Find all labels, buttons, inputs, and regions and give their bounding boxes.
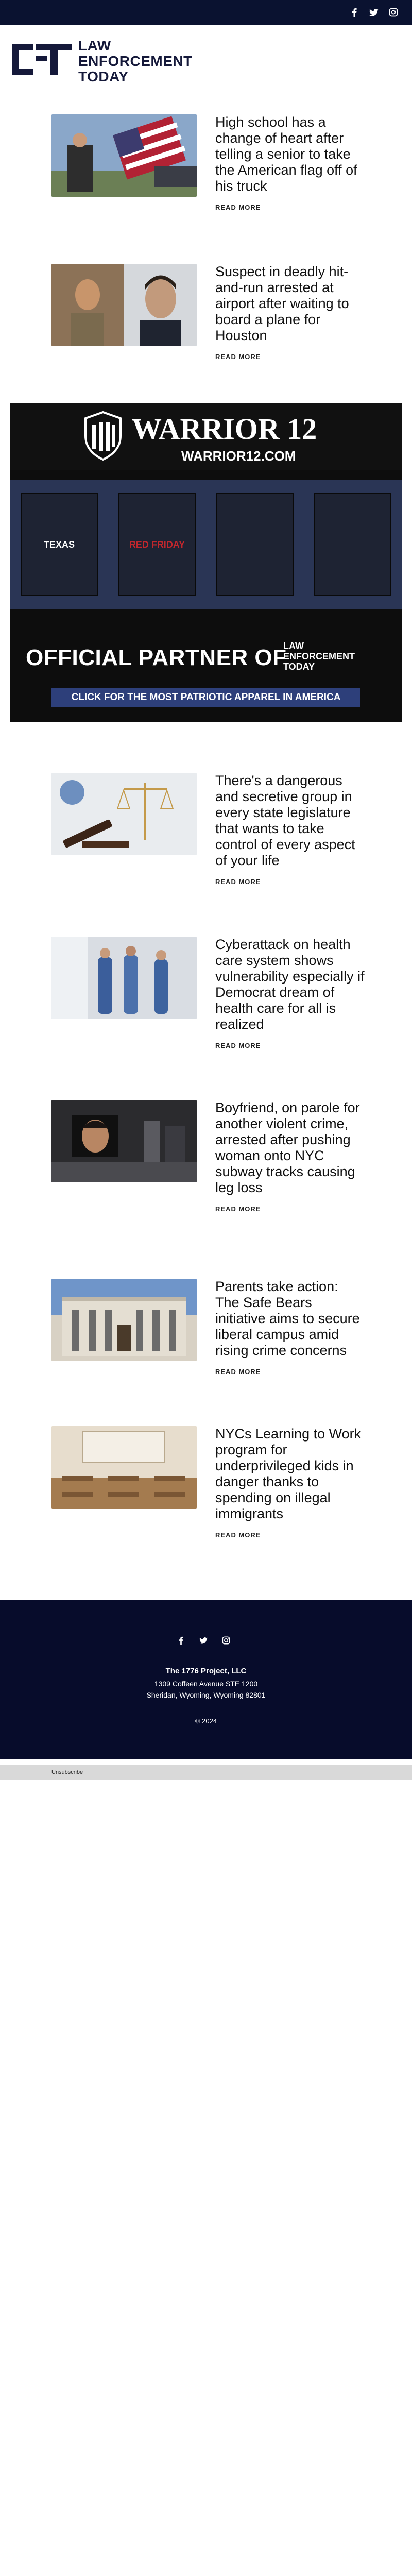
article-item xyxy=(52,114,360,233)
site-logo[interactable] xyxy=(12,38,193,84)
ad-url[interactable]: WARRIOR12.COM xyxy=(181,448,296,464)
shirt-image xyxy=(216,493,294,596)
twitter-icon[interactable] xyxy=(199,1636,208,1645)
read-more-link[interactable]: READ MORE xyxy=(215,1368,261,1376)
read-more-link[interactable]: READ MORE xyxy=(215,1042,261,1049)
twitter-icon[interactable] xyxy=(369,7,379,18)
footer-social-links xyxy=(176,1636,231,1645)
warrior12-advertisement[interactable] xyxy=(10,403,402,722)
article-item xyxy=(52,773,360,891)
instagram-icon[interactable] xyxy=(388,7,399,18)
ad-partner-logo-line-1: LAW xyxy=(283,641,304,651)
article-title[interactable]: There's a dangerous and secretive group in every state legislature that wants to take control of every aspect of your life xyxy=(215,773,355,868)
ad-shirts-row xyxy=(10,480,402,609)
footer-copyright: © 2024 xyxy=(195,1717,217,1725)
article-text xyxy=(215,773,365,887)
article-title[interactable]: Suspect in deadly hit-and-run arrested at airport after waiting to board a plane for Houston xyxy=(215,264,349,343)
ad-partner-logo xyxy=(283,641,355,672)
article-thumbnail[interactable] xyxy=(52,1426,197,1509)
article-item xyxy=(52,1279,360,1397)
facebook-icon[interactable] xyxy=(349,7,359,18)
top-social-links xyxy=(349,7,399,18)
ad-partner-text: OFFICIAL PARTNER OF xyxy=(26,645,287,670)
article-thumbnail[interactable] xyxy=(52,1100,197,1182)
article-item xyxy=(52,1426,360,1545)
unsubscribe-link[interactable]: Unsubscribe xyxy=(52,1769,83,1775)
article-thumbnail[interactable] xyxy=(52,264,197,346)
read-more-link[interactable]: READ MORE xyxy=(215,1531,261,1539)
warrior-shield-icon xyxy=(82,410,124,464)
ad-partner-logo-line-3: TODAY xyxy=(283,662,315,672)
read-more-link[interactable]: READ MORE xyxy=(215,353,261,361)
ad-partner-logo-line-2: ENFORCEMENT xyxy=(283,651,355,662)
logo-text xyxy=(78,38,193,84)
footer-address-line-1: 1309 Coffeen Avenue STE 1200 xyxy=(154,1680,258,1688)
top-bar xyxy=(0,0,412,25)
article-text xyxy=(215,937,365,1050)
article-title[interactable]: NYCs Learning to Work program for underprivileged kids in danger thanks to spending on illegal immigrants xyxy=(215,1426,362,1521)
article-thumbnail[interactable] xyxy=(52,1279,197,1361)
read-more-link[interactable]: READ MORE xyxy=(215,878,261,886)
article-item xyxy=(52,1100,360,1218)
logo-mark-icon xyxy=(12,41,73,82)
footer-org-name: The 1776 Project, LLC xyxy=(165,1667,247,1675)
article-item xyxy=(52,264,360,382)
logo-line-1: LAW xyxy=(78,38,111,54)
article-text xyxy=(215,264,365,362)
footer-address-line-2: Sheridan, Wyoming, Wyoming 82801 xyxy=(146,1691,266,1699)
logo-line-2: ENFORCEMENT xyxy=(78,53,193,69)
header xyxy=(0,25,412,92)
ad-brand-name: WARRIOR 12 xyxy=(132,412,317,446)
article-thumbnail[interactable] xyxy=(52,773,197,855)
instagram-icon[interactable] xyxy=(221,1636,231,1645)
article-text xyxy=(215,1279,365,1377)
facebook-icon[interactable] xyxy=(176,1636,185,1645)
shirt-image xyxy=(314,493,391,596)
read-more-link[interactable]: READ MORE xyxy=(215,204,261,211)
footer xyxy=(0,1600,412,1759)
shirt-image: TEXAS xyxy=(21,493,98,596)
article-text xyxy=(215,1426,365,1540)
article-thumbnail[interactable] xyxy=(52,937,197,1019)
logo-line-3: TODAY xyxy=(78,69,129,84)
article-title[interactable]: Cyberattack on health care system shows vulnerability especially if Democrat dream of health care for all is realized xyxy=(215,937,365,1032)
article-thumbnail[interactable] xyxy=(52,114,197,197)
article-title[interactable]: Boyfriend, on parole for another violent crime, arrested after pushing woman onto NYC subway tracks causing leg loss xyxy=(215,1100,360,1195)
article-item xyxy=(52,937,365,1055)
article-title[interactable]: Parents take action: The Safe Bears initiative aims to secure liberal campus amid rising crime concerns xyxy=(215,1279,360,1358)
read-more-link[interactable]: READ MORE xyxy=(215,1205,261,1213)
article-text xyxy=(215,1100,365,1214)
unsubscribe-bar xyxy=(0,1765,412,1780)
ad-cta-button[interactable]: CLICK FOR THE MOST PATRIOTIC APPAREL IN AMERICA xyxy=(52,688,360,707)
article-text xyxy=(215,114,365,212)
shirt-image: RED FRIDAY xyxy=(118,493,196,596)
article-title[interactable]: High school has a change of heart after telling a senior to take the American flag off of his truck xyxy=(215,114,357,194)
